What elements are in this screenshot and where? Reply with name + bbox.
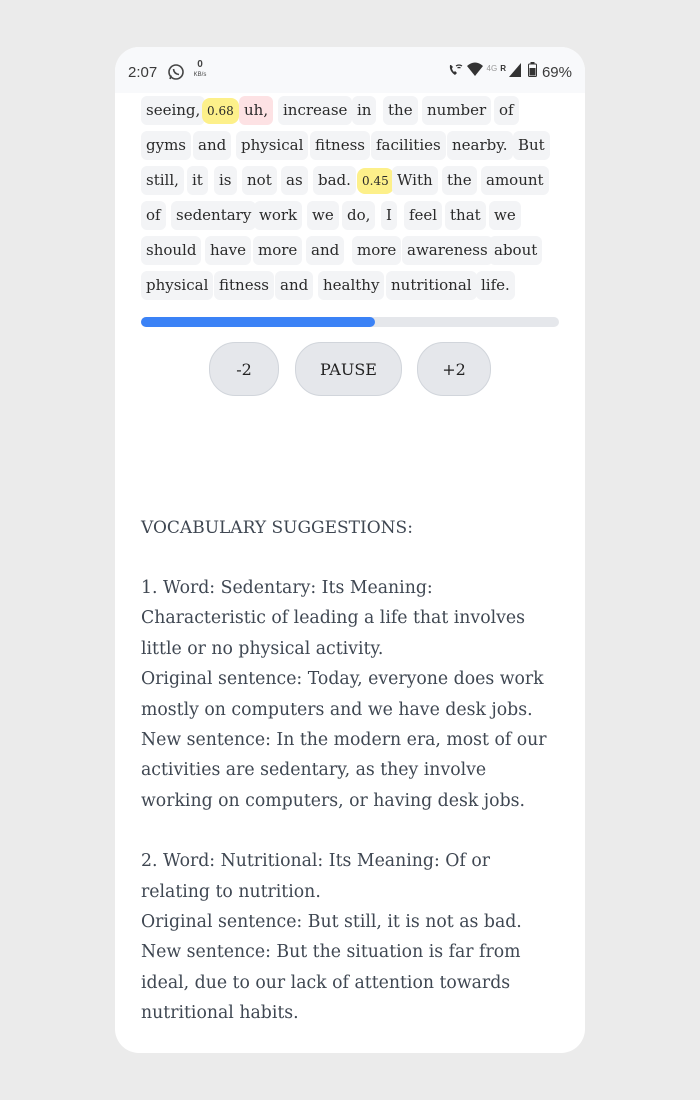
- vocabulary-item: [141, 846, 561, 1028]
- status-time: 2:07: [128, 64, 158, 81]
- phone-screen: [115, 47, 585, 1053]
- net-speed: [191, 61, 209, 79]
- battery-icon: [528, 62, 537, 82]
- word-chip: of: [494, 96, 519, 125]
- vocab-original-sentence: Original sentence: But still, it is not as bad.: [141, 912, 522, 933]
- word-chip: not: [242, 166, 277, 195]
- word-chip: bad.: [313, 166, 356, 195]
- word-chip: feel: [404, 201, 442, 230]
- word-chip: facilities: [371, 131, 446, 160]
- word-chip: sedentary: [171, 201, 256, 230]
- status-icons: [447, 63, 572, 81]
- back-2-button[interactable]: -2: [209, 342, 279, 396]
- word-chip: should: [141, 236, 201, 265]
- word-chip: the: [383, 96, 418, 125]
- word-chip: and: [306, 236, 344, 265]
- playback-progress-bar[interactable]: [141, 317, 559, 327]
- signal-icon: [509, 63, 521, 82]
- net-speed-unit: KB/s: [193, 72, 207, 78]
- word-chip: nearby.: [447, 131, 513, 160]
- battery-percent: 69%: [541, 63, 572, 81]
- word-chip: healthy: [318, 271, 384, 300]
- word-chip: awareness: [402, 236, 493, 265]
- vocab-new-sentence: New sentence: But the situation is far from ideal, due to our lack of attention towards nutritional habits.: [141, 942, 521, 1024]
- whatsapp-icon: [167, 63, 185, 86]
- word-chip: it: [187, 166, 208, 195]
- vocab-new-sentence: New sentence: In the modern era, most of our activities are sedentary, as they involve working on computers, or having desk jobs.: [141, 730, 547, 811]
- vocabulary-item: [141, 573, 561, 816]
- word-chip: amount: [481, 166, 549, 195]
- word-chip: physical: [236, 131, 308, 160]
- pause-button[interactable]: PAUSE: [295, 342, 402, 396]
- progress-fill: [141, 317, 375, 327]
- word-chip: gyms: [141, 131, 191, 160]
- pause-score-badge: 0.45: [357, 168, 394, 194]
- status-bar: [115, 47, 585, 93]
- word-chip: and: [193, 131, 231, 160]
- word-chip: in: [352, 96, 376, 125]
- word-chip: that: [445, 201, 486, 230]
- network-type-label: 4G: [486, 63, 498, 73]
- word-chip: With: [392, 166, 438, 195]
- net-speed-value: 0: [197, 59, 203, 70]
- forward-2-button[interactable]: +2: [417, 342, 491, 396]
- word-chip: seeing,: [141, 96, 205, 125]
- word-chip: But: [513, 131, 550, 160]
- vocab-definition: 1. Word: Sedentary: Its Meaning: Characteristic of leading a life that involves little or no physical activity.: [141, 578, 525, 659]
- word-chip: of: [141, 201, 166, 230]
- word-chip: life.: [476, 271, 515, 300]
- pause-score-badge: 0.68: [202, 98, 239, 124]
- word-chip: and: [275, 271, 313, 300]
- word-chip: work: [254, 201, 302, 230]
- word-chip: number: [422, 96, 491, 125]
- word-chip: fitness: [214, 271, 274, 300]
- word-chip: nutritional: [386, 271, 477, 300]
- vocabulary-section: [141, 513, 561, 1029]
- word-chip: have: [205, 236, 251, 265]
- filler-word-chip: uh,: [239, 96, 273, 125]
- word-chip: we: [489, 201, 521, 230]
- vocab-definition: 2. Word: Nutritional: Its Meaning: Of or relating to nutrition.: [141, 851, 490, 902]
- word-chip: is: [214, 166, 237, 195]
- word-chip: I: [381, 201, 397, 230]
- word-chip: physical: [141, 271, 213, 300]
- word-chip: more: [352, 236, 401, 265]
- word-chip: fitness: [310, 131, 370, 160]
- word-chip: we: [307, 201, 339, 230]
- vocab-original-sentence: Original sentence: Today, everyone does work mostly on computers and we have desk jobs.: [141, 669, 544, 720]
- word-chip: the: [442, 166, 477, 195]
- word-chip: do,: [342, 201, 375, 230]
- word-chip: increase: [278, 96, 352, 125]
- word-chip: still,: [141, 166, 184, 195]
- wifi-calling-icon: [447, 62, 463, 83]
- vocabulary-title: VOCABULARY SUGGESTIONS:: [141, 518, 413, 538]
- word-chip: about: [489, 236, 542, 265]
- word-chip: as: [281, 166, 308, 195]
- wifi-icon: [466, 62, 484, 82]
- roaming-label: R: [500, 63, 506, 73]
- main-content: [115, 93, 585, 1053]
- word-chip: more: [253, 236, 302, 265]
